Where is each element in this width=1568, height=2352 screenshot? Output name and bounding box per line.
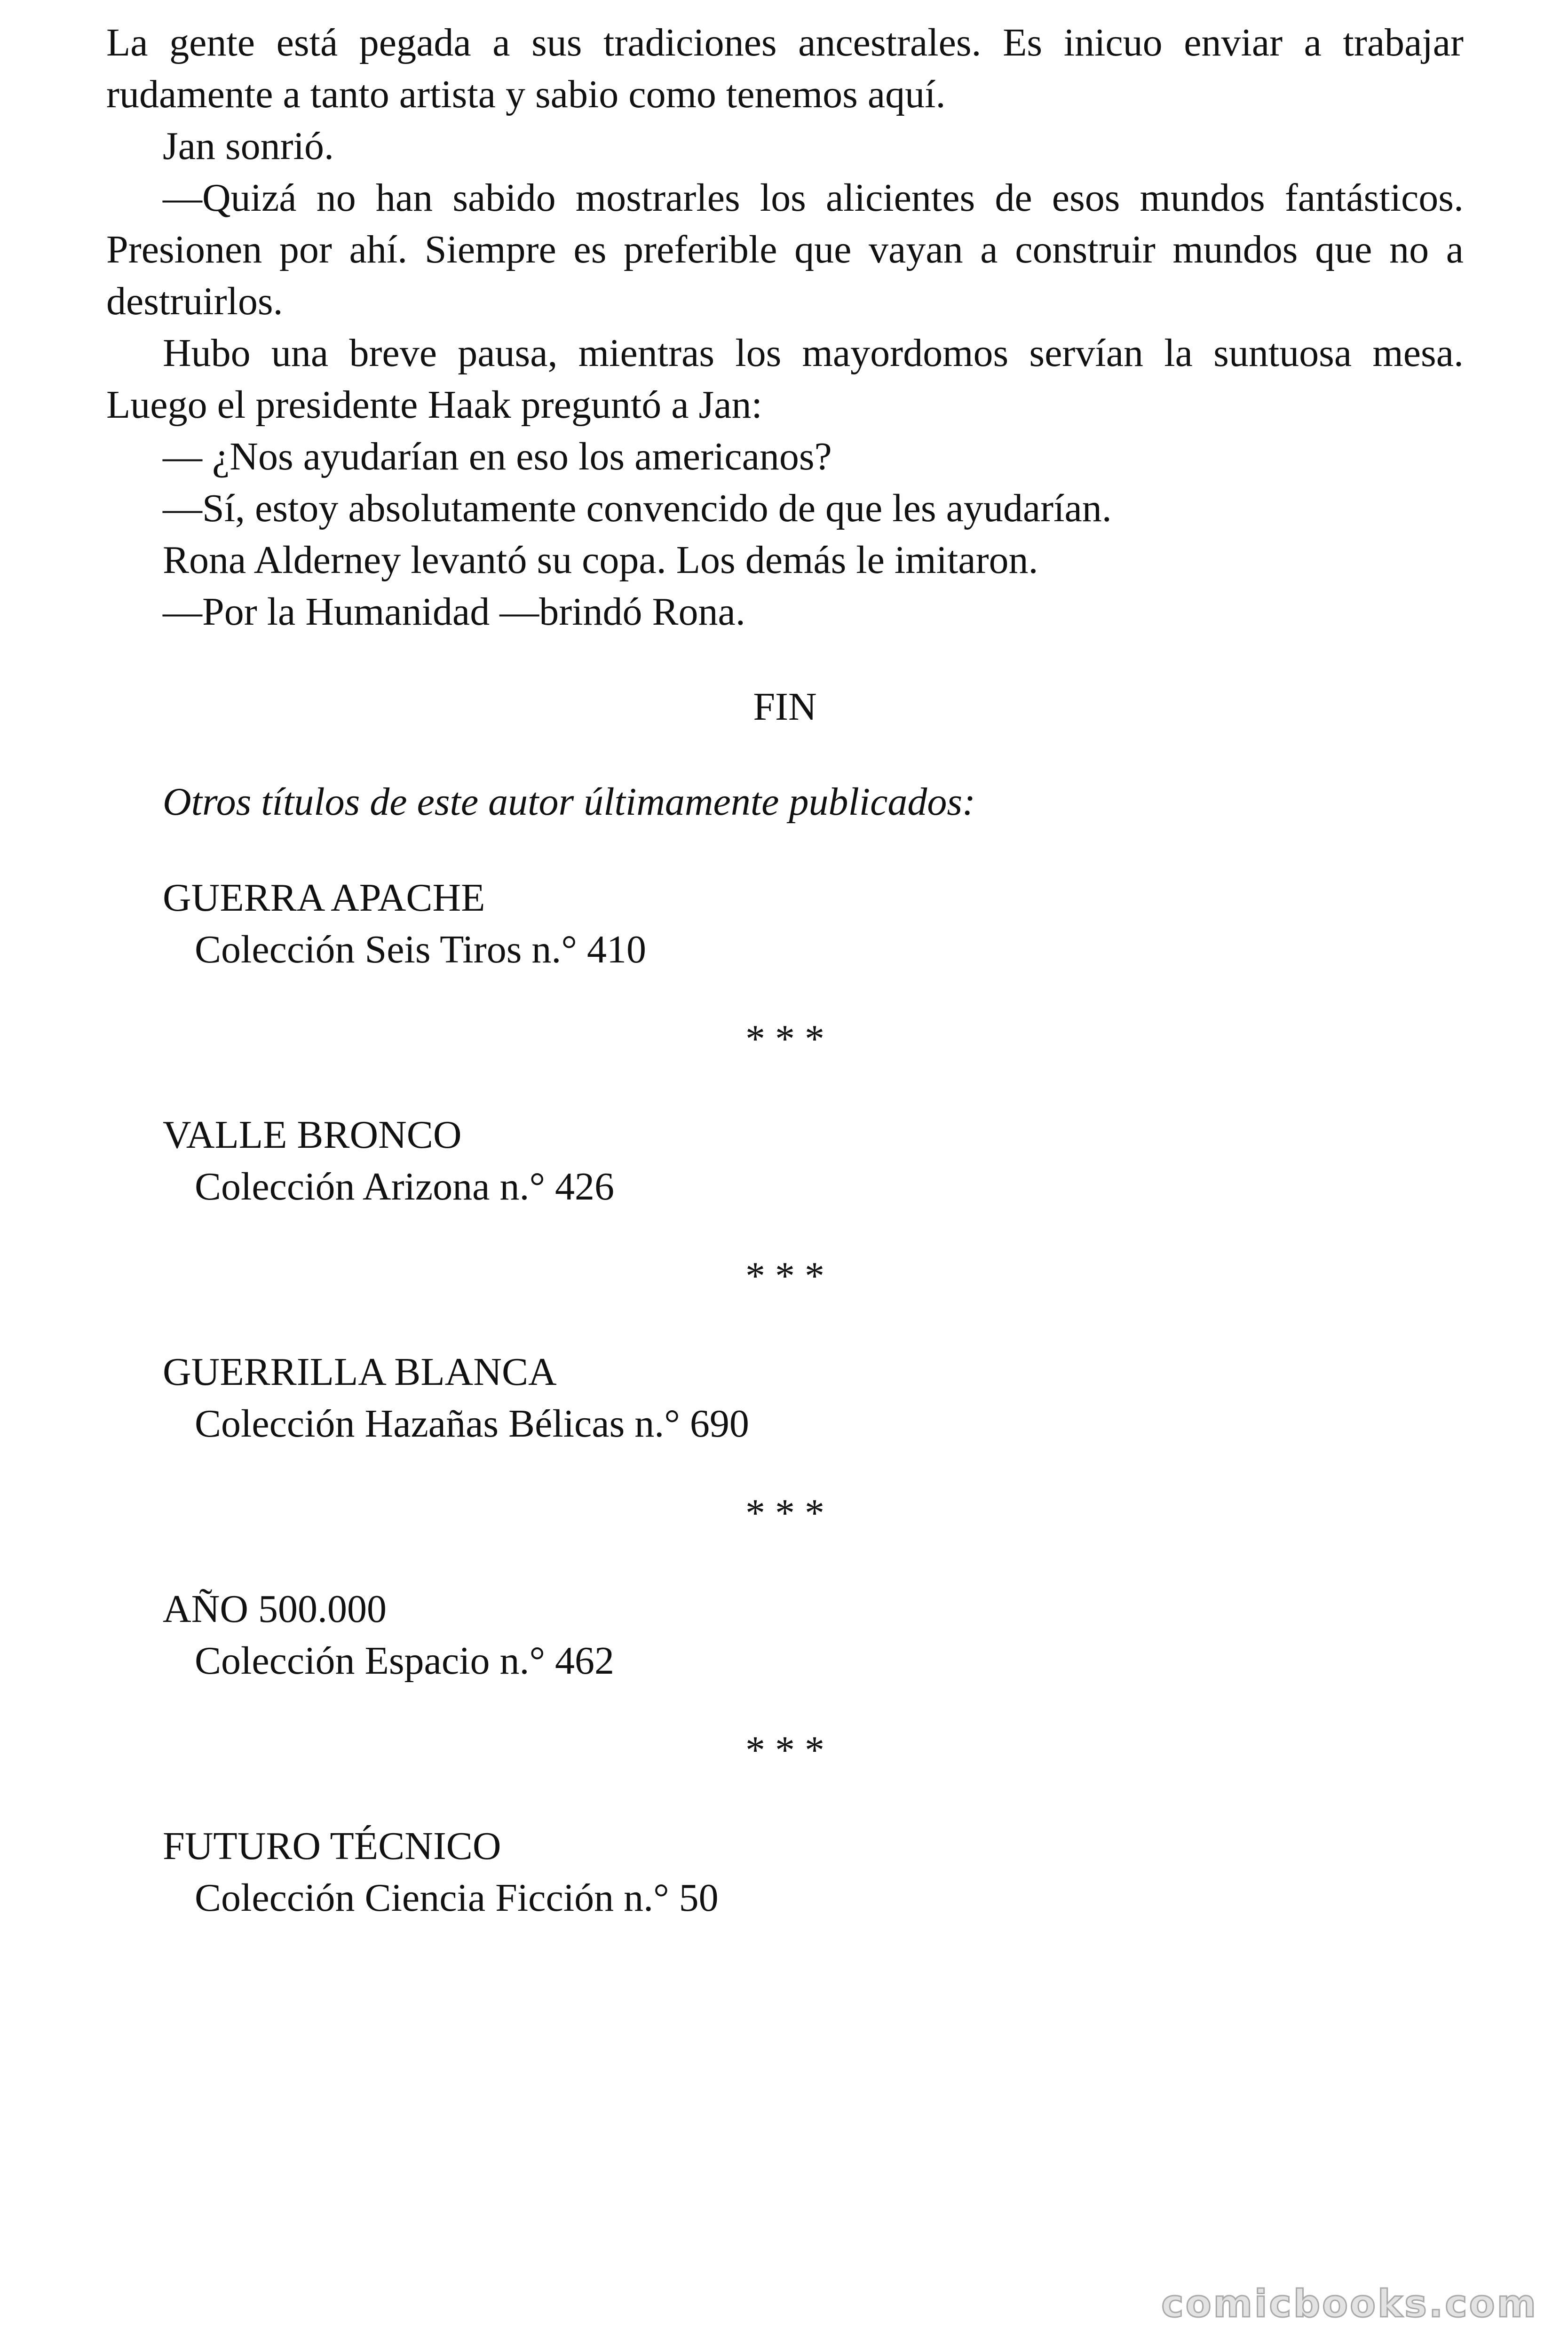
story-paragraph: La gente está pegada a sus tradiciones ancestrales. Es inicuo enviar a trabajar rudamente a tanto artista y sabio como tenemos aquí. [106,21,1464,116]
watermark-logo: comicbooks.com [1161,2282,1538,2326]
story-paragraph: —Por la Humanidad —brindó Rona. [163,590,745,634]
other-titles-heading: Otros títulos de este autor últimamente publicados: [163,780,976,824]
story-paragraph: Rona Alderney levantó su copa. Los demás le imitaron. [163,538,1038,582]
book-entry [106,1109,1464,1213]
book-collection: Colección Hazañas Bélicas n.° 690 [195,1402,749,1446]
book-title: GUERRA APACHE [163,876,485,920]
story-paragraph: —Sí, estoy absolutamente convencido de que les ayudarían. [163,486,1112,530]
story-paragraph: Jan sonrió. [163,124,334,168]
book-entry [106,872,1464,976]
book-entry [106,1583,1464,1687]
book-title: FUTURO TÉCNICO [163,1824,501,1868]
book-title: GUERRILLA BLANCA [163,1350,557,1394]
book-collection: Colección Ciencia Ficción n.° 50 [195,1876,719,1920]
page-body [106,17,1464,1924]
book-collection: Colección Seis Tiros n.° 410 [195,928,647,971]
section-separator: * * * [745,1728,824,1772]
book-collection: Colección Arizona n.° 426 [195,1165,615,1208]
end-label: FIN [753,685,817,729]
section-separator: * * * [745,1491,824,1535]
book-entry [106,1346,1464,1450]
story-paragraph: — ¿Nos ayudarían en eso los americanos? [163,435,832,478]
book-title: AÑO 500.000 [163,1587,387,1631]
book-title: VALLE BRONCO [163,1113,462,1157]
story-paragraph: Hubo una breve pausa, mientras los mayordomos servían la suntuosa mesa. Luego el presidente Haak preguntó a Jan: [106,331,1464,427]
section-separator: * * * [745,1254,824,1298]
section-separator: * * * [745,1017,824,1061]
book-entry [106,1820,1464,1924]
book-collection: Colección Espacio n.° 462 [195,1639,615,1683]
story-paragraph: —Quizá no han sabido mostrarles los alicientes de esos mundos fantásticos. Presionen por ahí. Siempre es preferible que vayan a construir mundos que no a destruirlos. [106,176,1464,323]
